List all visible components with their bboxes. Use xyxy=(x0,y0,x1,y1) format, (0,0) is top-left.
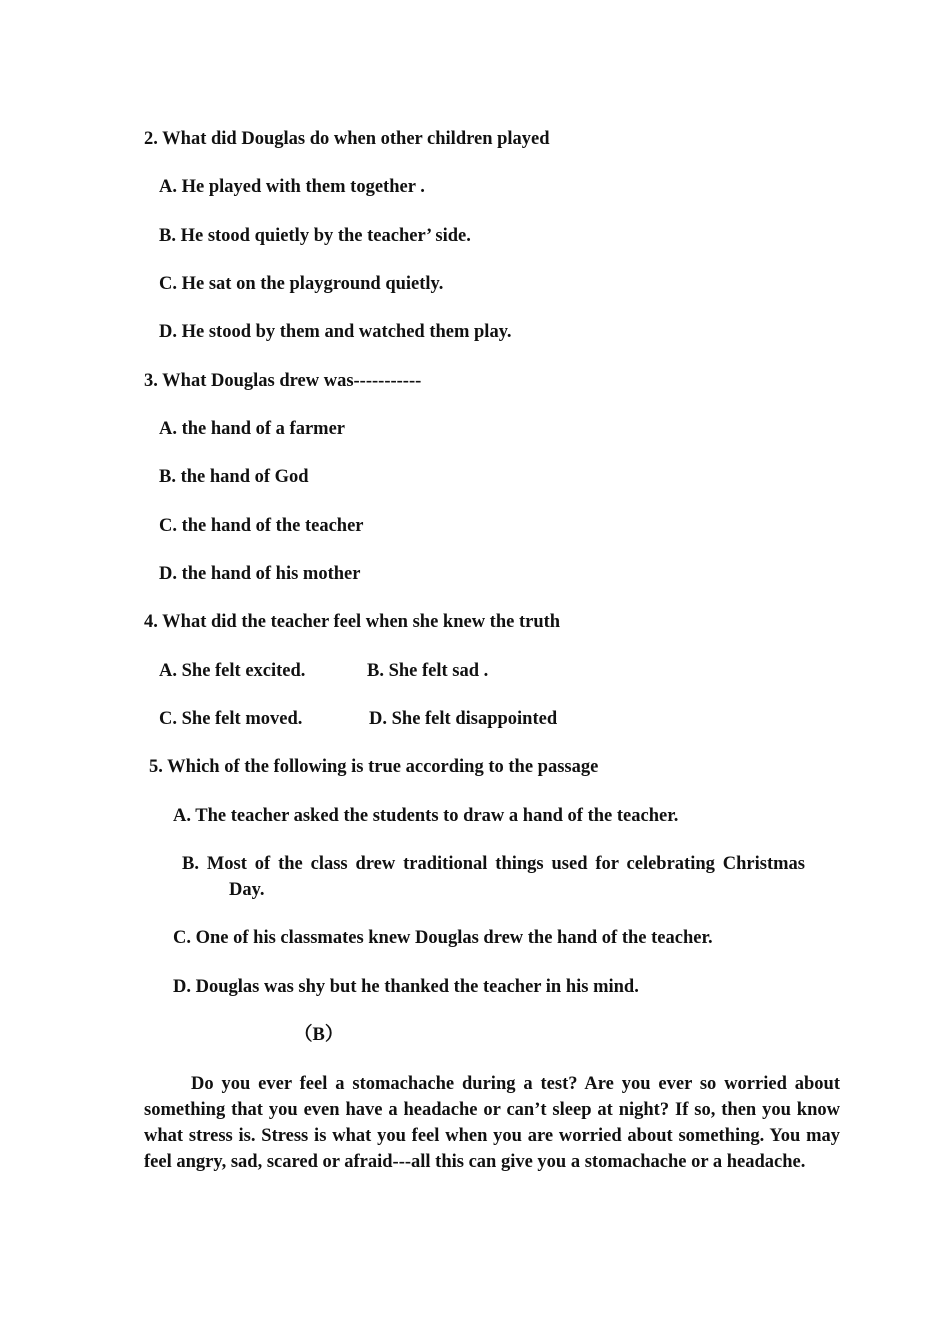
section-b-paragraph: Do you ever feel a stomachache during a test? Are you ever so worried about something that you even have a headache or can’t sleep at night? If so, then you know what stress is. Stress is what you feel when you are worried about something. You may feel angry, sad, scared or afraid---all this can give you a stomachache or a headache. xyxy=(144,1074,840,1172)
q3-stem: 3. What Douglas drew was----------- xyxy=(144,371,422,391)
q2-option-b: B. He stood quietly by the teacher’ side. xyxy=(159,226,471,246)
q2-stem: 2. What did Douglas do when other children played xyxy=(144,129,550,149)
q3-option-a: A. the hand of a farmer xyxy=(159,419,346,439)
q3-option-d: D. the hand of his mother xyxy=(159,564,361,584)
q2-option-a: A. He played with them together . xyxy=(159,177,425,197)
q3-option-c: C. the hand of the teacher xyxy=(159,516,364,536)
q5-option-b-line1: B. Most of the class drew traditional things used for celebrating Christmas xyxy=(182,854,805,874)
q5-option-d: D. Douglas was shy but he thanked the teacher in his mind. xyxy=(173,977,639,997)
q5-option-c: C. One of his classmates knew Douglas drew the hand of the teacher. xyxy=(173,928,713,948)
q3-option-b: B. the hand of God xyxy=(159,467,309,487)
q4-option-b: B. She felt sad . xyxy=(367,661,489,681)
q4-option-d: D. She felt disappointed xyxy=(369,709,558,729)
q2-option-c: C. He sat on the playground quietly. xyxy=(159,274,444,294)
q4-option-a: A. She felt excited. xyxy=(159,661,306,681)
section-b-heading: （B） xyxy=(294,1025,344,1045)
q5-option-a: A. The teacher asked the students to draw a hand of the teacher. xyxy=(173,806,679,826)
q5-stem: 5. Which of the following is true according to the passage xyxy=(149,757,599,777)
q5-option-b-line2: Day. xyxy=(229,880,265,900)
q4-stem: 4. What did the teacher feel when she knew the truth xyxy=(144,612,561,632)
q4-option-c: C. She felt moved. xyxy=(159,709,303,729)
q2-option-d: D. He stood by them and watched them play. xyxy=(159,322,512,342)
